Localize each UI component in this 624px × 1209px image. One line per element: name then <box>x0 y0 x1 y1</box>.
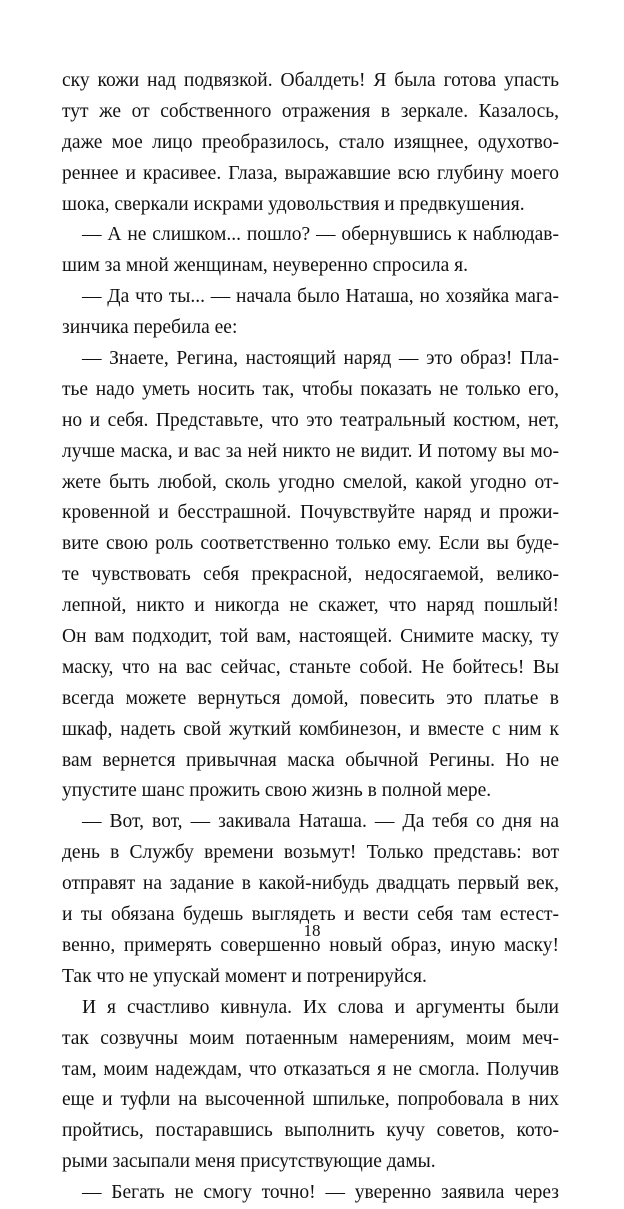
text-line: отправят на задание в какой-нибудь двадцать первый век, <box>62 873 559 895</box>
text-line: упустите шанс прожить свою жизнь в полной мере. <box>62 780 492 802</box>
text-line: тье надо уметь носить так, чтобы показать не только его, <box>62 378 559 400</box>
text-line: лучше маска, и вас за ней никто не видит. И потому вы мо- <box>62 440 559 462</box>
text-line: лепной, никто и никогда не скажет, что наряд пошлый! <box>62 595 559 617</box>
text-line: Он вам подходит, той вам, настоящей. Снимите маску, ту <box>62 626 559 648</box>
text-line: реннее и красивее. Глаза, выражавшие всю глубину моего <box>62 162 559 184</box>
text-line: — Да что ты... — начала было Наташа, но хозяйка мага- <box>82 286 559 308</box>
text-line: пройтись, постаравшись выполнить кучу советов, кото- <box>62 1120 559 1142</box>
text-line: шим за мной женщинам, неуверенно спросила я. <box>62 255 468 277</box>
text-line: ску кожи над подвязкой. Обалдеть! Я была готова упасть <box>62 70 559 91</box>
text-line: те чувствовать себя прекрасной, недосягаемой, велико- <box>62 564 559 586</box>
text-line: день в Службу времени возьмут! Только представь: вот <box>62 842 559 864</box>
text-line: так созвучны моим потаенным намерениям, моим меч- <box>62 1027 559 1049</box>
text-line: там, моим надеждам, что отказаться я не смогла. Получив <box>62 1058 559 1080</box>
text-line: еще и туфли на высоченной шпильке, попробовала в них <box>62 1089 559 1111</box>
text-line: венно, примерять совершенно новый образ, иную маску! <box>62 934 559 956</box>
text-line: зинчика перебила ее: <box>62 317 238 339</box>
text-line: даже мое лицо преобразилось, стало изящнее, одухотво- <box>62 131 559 153</box>
text-line: — Вот, вот, — закивала Наташа. — Да тебя со дня на <box>82 811 559 833</box>
text-line: И я счастливо кивнула. Их слова и аргументы были <box>82 996 559 1018</box>
text-line: — А не слишком... пошло? — обернувшись к наблюдав- <box>82 224 559 246</box>
text-line: жете быть любой, сколь угодно смелой, какой угодно от- <box>62 471 559 493</box>
text-line: шока, сверкали искрами удовольствия и предвкушения. <box>62 193 525 215</box>
text-line: вите свою роль соответственно только ему. Если вы буде- <box>62 533 559 555</box>
page-number: 18 <box>303 921 321 940</box>
page-body <box>62 66 559 1209</box>
text-line: шкаф, надеть свой жуткий комбинезон, и вместе с ним к <box>62 718 559 740</box>
text-line: маску, что на вас сейчас, станьте собой. Не бойтесь! Вы <box>62 656 559 678</box>
text-line: тут же от собственного отражения в зеркале. Казалось, <box>62 100 559 122</box>
text-line: Так что не упускай момент и потренируйся. <box>62 965 427 987</box>
text-line: кровенной и бесстрашной. Почувствуйте наряд и прожи- <box>62 502 559 524</box>
text-line: и ты обязана будешь выглядеть и вести себя там естест- <box>62 904 559 926</box>
text-line: — Бегать не смогу точно! — уверенно заявила через <box>82 1182 559 1204</box>
text-line: — Знаете, Регина, настоящий наряд — это образ! Пла- <box>82 348 559 370</box>
text-line: рыми засыпали меня присутствующие дамы. <box>62 1151 436 1173</box>
text-line: но и себя. Представьте, что это театральный костюм, нет, <box>62 409 559 431</box>
text-line: вам вернется привычная маска обычной Регины. Но не <box>62 749 559 771</box>
text-line: всегда можете вернуться домой, повесить это платье в <box>62 687 559 709</box>
